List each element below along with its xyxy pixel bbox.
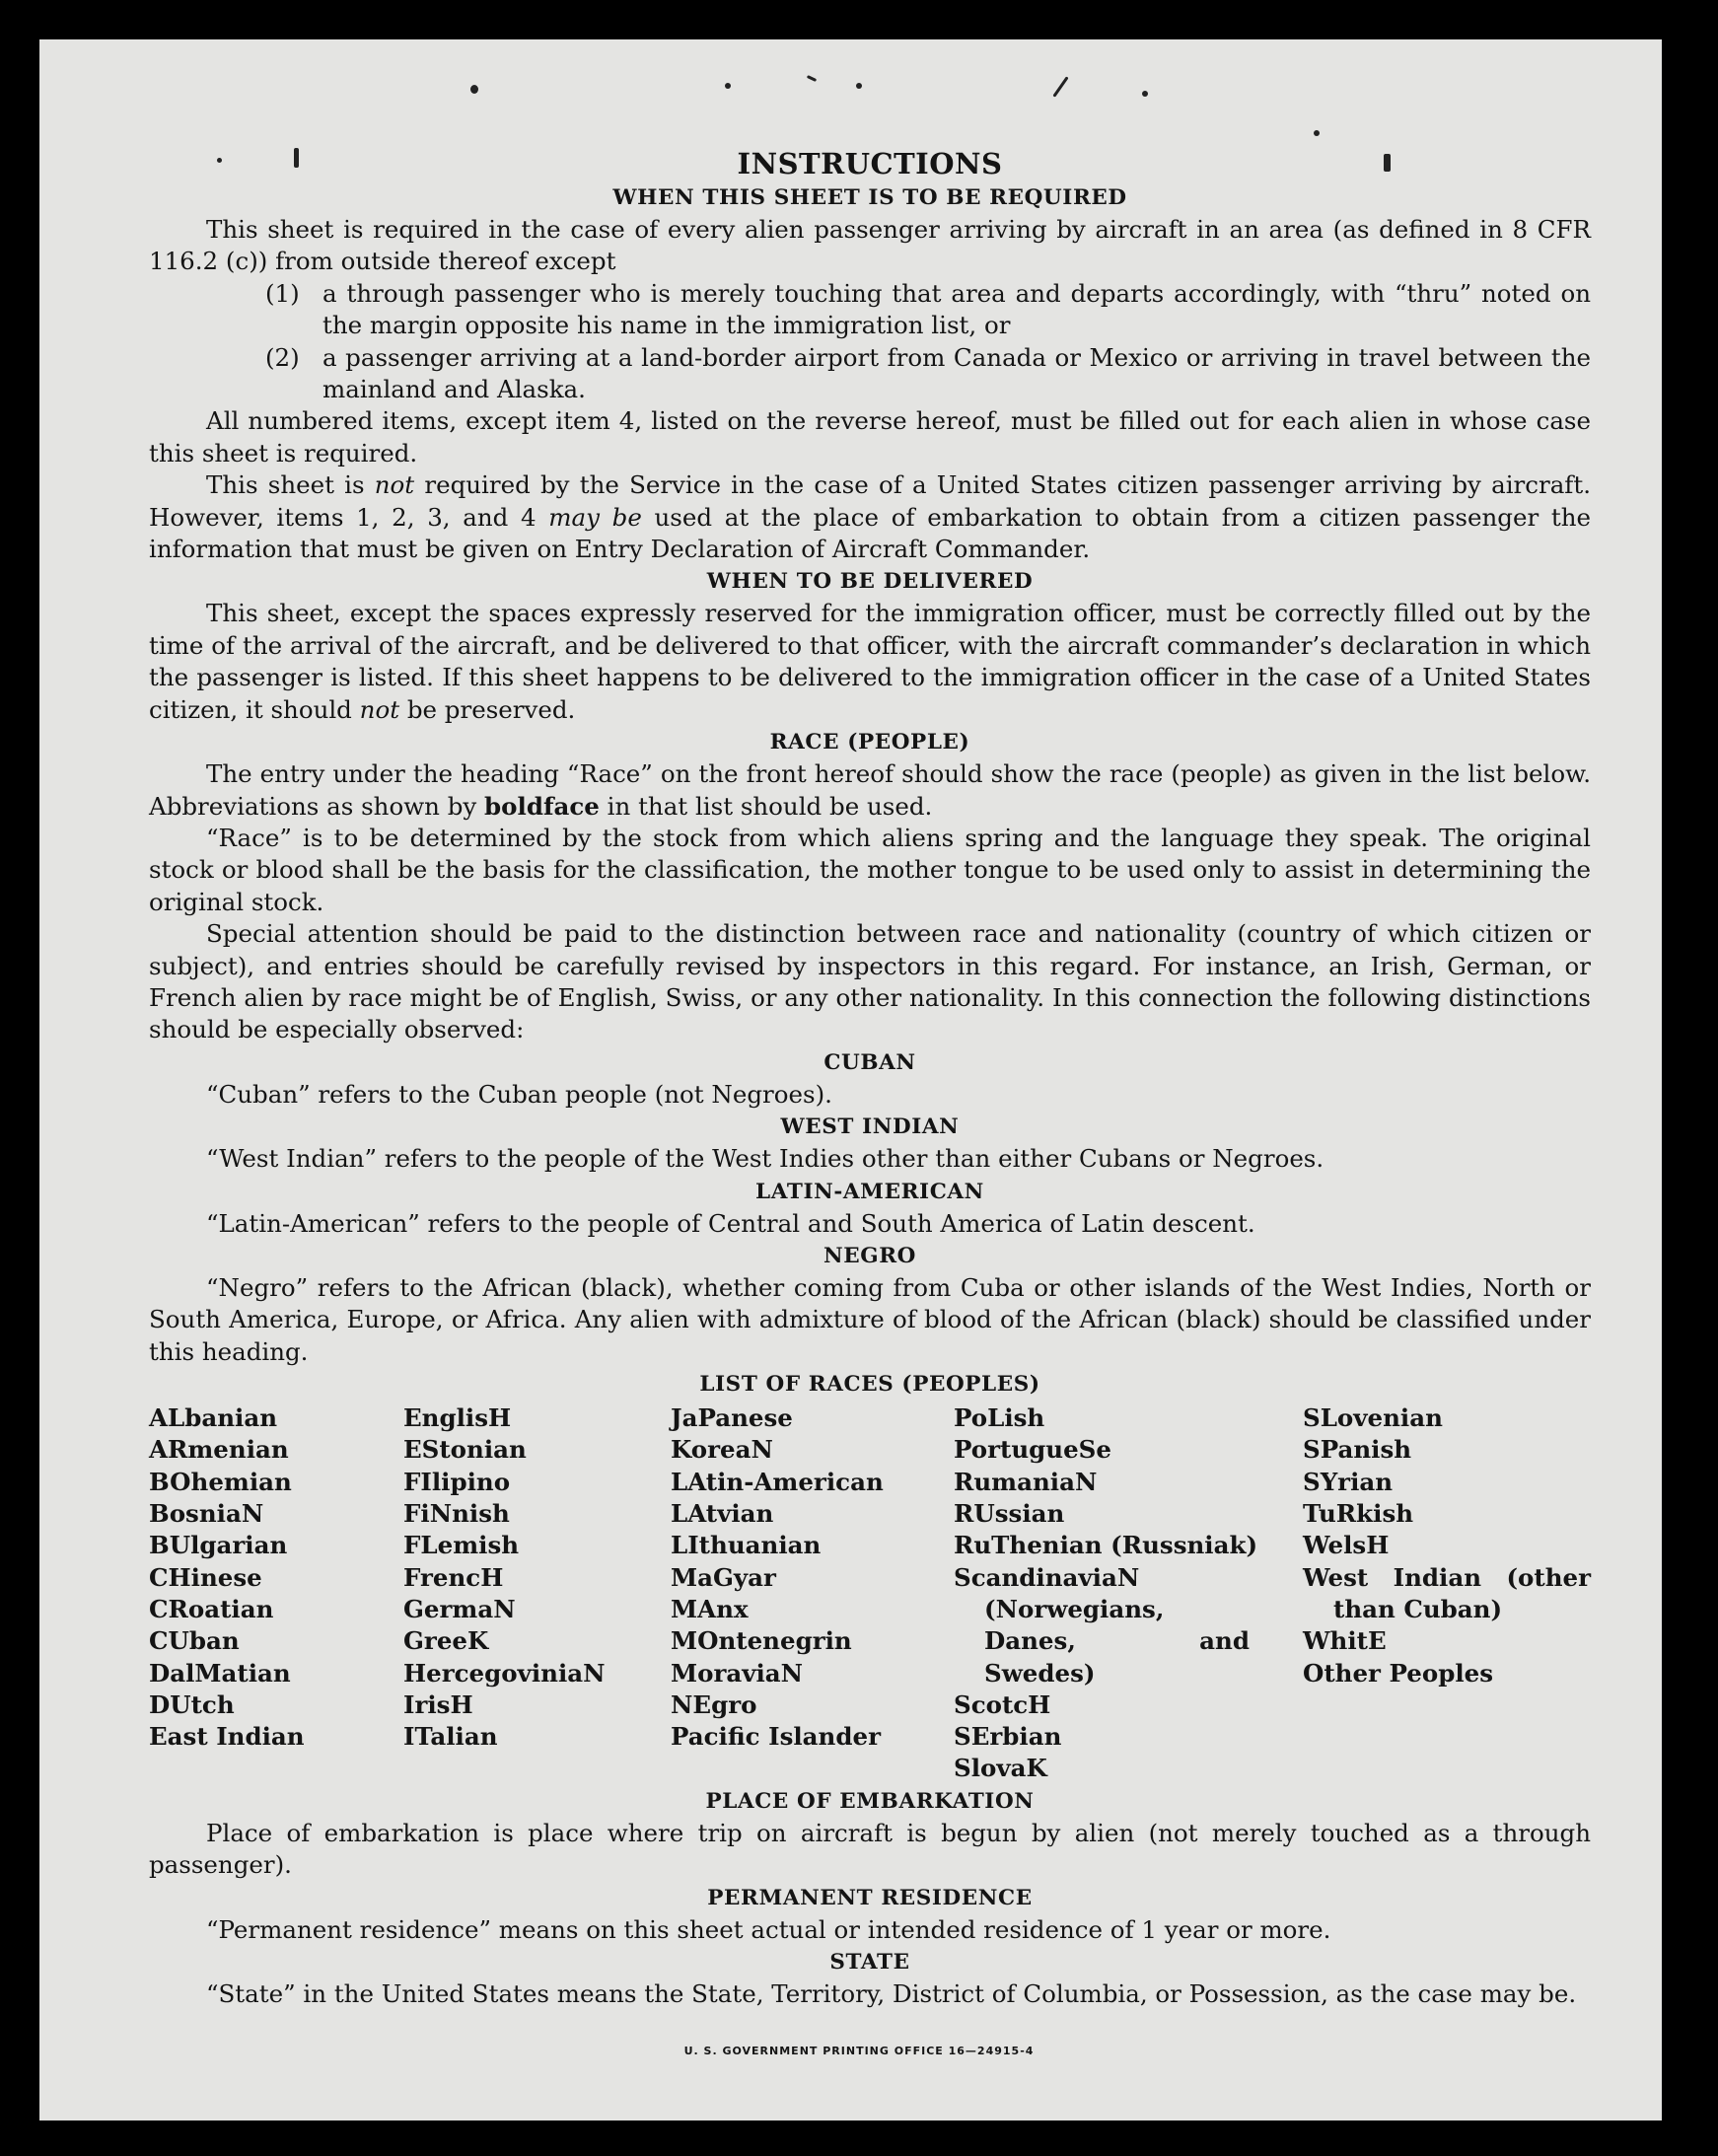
list-item: BOhemian bbox=[149, 1467, 292, 1496]
list-item: MoraviaN bbox=[671, 1658, 804, 1688]
list-item: WhitE bbox=[1303, 1626, 1387, 1656]
section-heading-negro: NEGRO bbox=[823, 1243, 916, 1268]
item-number: (2) bbox=[265, 342, 300, 372]
list-item: FrencH bbox=[403, 1562, 504, 1592]
list-item: GermaN bbox=[403, 1594, 516, 1623]
scan-speck bbox=[856, 83, 862, 89]
races-column-5 bbox=[1303, 1402, 1591, 1785]
section-heading-cuban: CUBAN bbox=[823, 1049, 916, 1075]
list-item: MAnx bbox=[671, 1594, 749, 1623]
paragraph: “Latin-American” refers to the people of Central and South America of Latin descent. bbox=[206, 1208, 1255, 1238]
races-column-2 bbox=[403, 1402, 671, 1785]
list-item: EStonian bbox=[403, 1435, 527, 1465]
paragraph: “Cuban” refers to the Cuban people (not Negroes). bbox=[206, 1079, 832, 1109]
list-item: WelsH bbox=[1303, 1531, 1390, 1560]
instructions-body bbox=[149, 146, 1591, 2010]
list-item: ScandinaviaN (Norwegians, Danes, and Swedes) bbox=[954, 1562, 1250, 1688]
item-text: a passenger arriving at a land-border airport from Canada or Mexico or arriving in travel between the mainland and Alaska. bbox=[322, 342, 1591, 404]
section-heading-latin-american: LATIN-AMERICAN bbox=[755, 1179, 984, 1204]
page-title: INSTRUCTIONS bbox=[737, 147, 1003, 180]
paragraph: “State” in the United States means the State, Territory, District of Columbia, or Possession, as the case may be. bbox=[206, 1978, 1577, 2008]
printer-imprint: U. S. GOVERNMENT PRINTING OFFICE 16—24915-4 bbox=[683, 2045, 1035, 2057]
paragraph: “Permanent residence” means on this sheet actual or intended residence of 1 year or more. bbox=[206, 1914, 1331, 1944]
scan-speck bbox=[1314, 130, 1320, 136]
list-item: SYrian bbox=[1303, 1467, 1394, 1496]
section-heading-residence: PERMANENT RESIDENCE bbox=[707, 1885, 1033, 1910]
list-item: HercegoviniaN bbox=[403, 1658, 606, 1688]
paragraph: “Race” is to be determined by the stock from which aliens spring and the language they speak. The original stock or blood shall be the basis for the classification, the mother tongue to be used only to assist in determining the original stock. bbox=[149, 823, 1591, 916]
section-heading-list-of-races: LIST OF RACES (PEOPLES) bbox=[699, 1372, 1040, 1398]
item-text: a through passenger who is merely touching that area and departs accordingly, with “thru” noted on the margin opposite his name in the immigration list, or bbox=[322, 278, 1591, 340]
list-item: West Indian (other than Cuban) bbox=[1303, 1562, 1591, 1623]
list-item: Other Peoples bbox=[1303, 1658, 1494, 1688]
item-number: (1) bbox=[265, 278, 300, 308]
list-item: ALbanian bbox=[149, 1403, 278, 1433]
list-item: FiNnish bbox=[403, 1499, 510, 1529]
list-item: LAtvian bbox=[671, 1499, 774, 1529]
list-item: IrisH bbox=[403, 1689, 473, 1719]
list-item bbox=[265, 342, 1591, 406]
paragraph: Place of embarkation is place where trip on aircraft is begun by alien (not merely touched as a through passenger). bbox=[149, 1818, 1591, 1880]
list-item: SLovenian bbox=[1303, 1403, 1443, 1433]
scan-speck bbox=[1052, 76, 1068, 97]
paragraph: This sheet, except the spaces expressly reserved for the immigration officer, must be correctly filled out by the time of the arrival of the aircraft, and be delivered to that officer, with the aircraft commander’s declaration in which the passenger is listed. If this sheet happens to be delivered to the immigration officer in the case of a United States citizen, it should not be preserved. bbox=[149, 599, 1591, 724]
list-item: MaGyar bbox=[671, 1562, 776, 1592]
list-item: BosniaN bbox=[149, 1499, 264, 1529]
paragraph: This sheet is required in the case of every alien passenger arriving by aircraft in an area (as defined in 8 CFR 116.2 (c)) from outside thereof except bbox=[149, 215, 1591, 276]
list-item: SErbian bbox=[954, 1722, 1062, 1752]
section-heading-west-indian: WEST INDIAN bbox=[780, 1114, 960, 1140]
list-item: ARmenian bbox=[149, 1435, 289, 1465]
section-heading-delivered: WHEN TO BE DELIVERED bbox=[706, 569, 1034, 595]
list-item: SPanish bbox=[1303, 1435, 1412, 1465]
list-item: PortugueSe bbox=[954, 1435, 1111, 1465]
scan-speck bbox=[725, 83, 731, 89]
list-item: MOntenegrin bbox=[671, 1626, 852, 1656]
section-heading-race: RACE (PEOPLE) bbox=[769, 730, 970, 755]
scan-speck bbox=[1142, 91, 1148, 97]
list-item: ScotcH bbox=[954, 1689, 1051, 1719]
section-heading-embarkation: PLACE OF EMBARKATION bbox=[705, 1788, 1035, 1814]
list-item: East Indian bbox=[149, 1722, 305, 1752]
list-item: SlovaK bbox=[954, 1754, 1047, 1783]
list-item: PoLish bbox=[954, 1403, 1045, 1433]
races-list bbox=[149, 1402, 1591, 1785]
list-item: LIthuanian bbox=[671, 1531, 822, 1560]
races-column-3 bbox=[671, 1402, 954, 1785]
list-item: FLemish bbox=[403, 1531, 520, 1560]
list-item: EnglisH bbox=[403, 1403, 512, 1433]
list-item: RUssian bbox=[954, 1499, 1065, 1529]
list-item: Pacific Islander bbox=[671, 1722, 881, 1752]
races-column-1 bbox=[149, 1402, 403, 1785]
list-item: TuRkish bbox=[1303, 1499, 1414, 1529]
list-item: RuThenian (Russniak) bbox=[954, 1531, 1258, 1560]
scan-speck bbox=[807, 75, 817, 82]
list-item: DalMatian bbox=[149, 1658, 291, 1688]
section-heading-required: WHEN THIS SHEET IS TO BE REQUIRED bbox=[612, 185, 1127, 210]
list-item: KoreaN bbox=[671, 1435, 773, 1465]
paragraph: Special attention should be paid to the distinction between race and nationality (country of which citizen or subject), and entries should be carefully revised by inspectors in this regard. For instance, an Irish, German, or French alien by race might be of English, Swiss, or any other nationality. In this connection the following distinctions should be especially observed: bbox=[149, 919, 1591, 1044]
scan-speck bbox=[470, 85, 478, 94]
paragraph: “West Indian” refers to the people of the West Indies other than either Cubans or Negroes. bbox=[206, 1144, 1324, 1174]
list-item: CUban bbox=[149, 1626, 240, 1656]
list-item: BUlgarian bbox=[149, 1531, 288, 1560]
paragraph: “Negro” refers to the African (black), whether coming from Cuba or other islands of the West Indies, North or South America, Europe, or Africa. Any alien with admixture of blood of the African (black) should be classified under this heading. bbox=[149, 1272, 1591, 1366]
section-heading-state: STATE bbox=[829, 1949, 910, 1975]
list-item: CHinese bbox=[149, 1562, 262, 1592]
list-item: JaPanese bbox=[671, 1403, 793, 1433]
list-item: GreeK bbox=[403, 1626, 489, 1656]
paragraph: The entry under the heading “Race” on the front hereof should show the race (people) as given in the list below. Abbreviations as shown by boldface in that list should be used. bbox=[149, 759, 1591, 821]
races-column-4 bbox=[954, 1402, 1258, 1785]
list-item: CRoatian bbox=[149, 1594, 274, 1623]
list-item: RumaniaN bbox=[954, 1467, 1098, 1496]
list-item: ITalian bbox=[403, 1722, 498, 1752]
list-item: FIlipino bbox=[403, 1467, 511, 1496]
paragraph: All numbered items, except item 4, listed on the reverse hereof, must be filled out for each alien in whose case this sheet is required. bbox=[149, 406, 1591, 467]
list-item: DUtch bbox=[149, 1689, 235, 1719]
paragraph: This sheet is not required by the Service in the case of a United States citizen passenger arriving by aircraft. However, items 1, 2, 3, and 4 may be used at the place of embarkation to obtain from a citizen passenger the information that must be given on Entry Declaration of Aircraft Commander. bbox=[149, 470, 1591, 564]
list-item: NEgro bbox=[671, 1689, 757, 1719]
list-item bbox=[265, 278, 1591, 342]
list-item: LAtin-American bbox=[671, 1467, 884, 1496]
